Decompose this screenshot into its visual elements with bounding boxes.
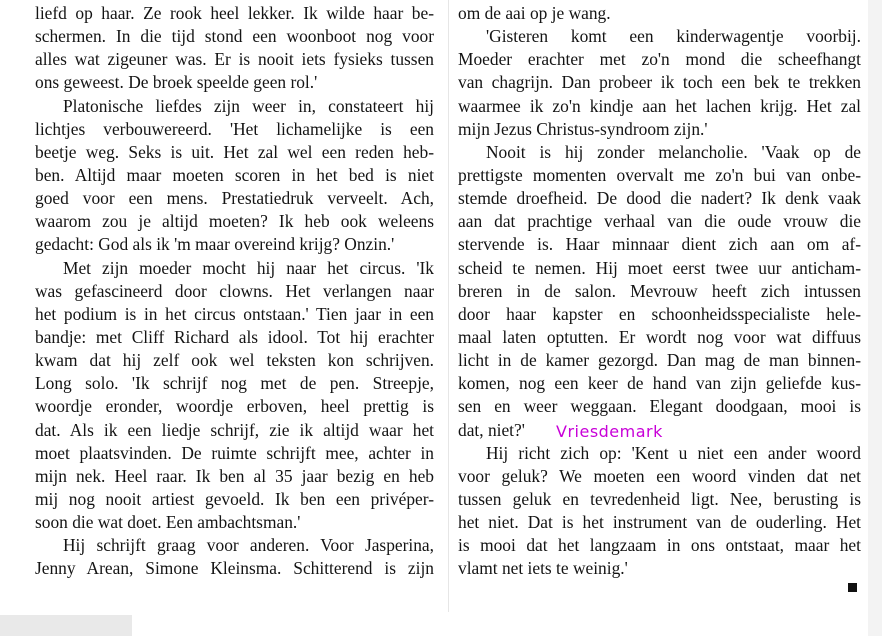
text-line: mijn Jezus Christus-syndroom zijn.' [458, 118, 708, 139]
text-line: vlamt net iets te weinig.' [458, 558, 628, 579]
text-line: lichtjes verbouwereerd. 'Het lichamelijke is een [35, 118, 434, 139]
text-line: van chagrijn. Dan probeer ik toch een bek te trekken [458, 72, 861, 93]
text-line: tussen geluk en tevredenheid ligt. Nee, berusting is [458, 488, 861, 509]
text-line: dat, niet?' [458, 419, 525, 440]
text-line: door haar kapster en schoonheidsspecialiste hele- [458, 303, 861, 324]
text-line: maal laten optutten. Er wordt nog voor wat diffuus [458, 326, 861, 347]
text-line: 'Gisteren komt een kinderwagentje voorbij. [486, 26, 861, 47]
column-divider [448, 0, 449, 612]
text-line: Met zijn moeder mocht hij naar het circus. 'Ik [63, 257, 434, 278]
text-line: aan dat prachtige verhaal van die oude vrouw die [458, 211, 861, 232]
text-line: gedacht: God als ik 'm maar overeind krijg? Onzin.' [35, 234, 395, 255]
text-line: Platonische liefdes zijn weer in, constateert hij [63, 95, 434, 116]
text-line: soon die wat doet. Een ambachtsman.' [35, 512, 301, 533]
text-line: breren in de salon. Mevrouw heeft zich intussen [458, 280, 861, 301]
text-line: bandje: met Cliff Richard als idool. Tot hij erachter [35, 326, 434, 347]
left-text-column [35, 2, 434, 581]
watermark-text: Vriesdemark [556, 422, 663, 441]
text-line: Long solo. 'Ik schrijf nog met de pen. Streepje, [35, 373, 434, 394]
text-line: komen, nog een keer de hand van zijn geliefde kus- [458, 373, 861, 394]
text-line: Hij schrijft graag voor anderen. Voor Jasperina, [63, 535, 434, 556]
text-line: sen en weer weggaan. Elegant doodgaan, mooi is [458, 396, 861, 417]
text-line: het podium is in het circus ontstaan.' Tien jaar in een [35, 303, 434, 324]
text-line: schermen. In die tijd stond een woonboot nog voor [35, 26, 434, 47]
bottom-gray-strip [0, 615, 132, 636]
text-line: was gefascineerd door clowns. Het verlangen naar [35, 280, 434, 301]
text-line: goed voor een mens. Prestatiedruk verveelt. Ach, [35, 188, 434, 209]
text-line: voor geluk? We moeten een woord vinden dat net [458, 465, 861, 486]
text-line: ons geweest. De broek speelde geen rol.' [35, 72, 318, 93]
text-line: ben. Altijd maar moeten scoren in het bed is niet [35, 164, 434, 185]
text-line: mijn nek. Heel raar. Ik ben al 35 jaar bezig en heb [35, 465, 434, 486]
text-line: beetje weg. Seks is uit. Het zal wel een reden heb- [35, 141, 434, 162]
text-line: is mooi dat het langzaam in ons ontstaat, maar het [458, 535, 861, 556]
text-line: stemde droefheid. De dood die nadert? Ik denk vaak [458, 188, 861, 209]
text-line: moet plaatsvinden. De ruimte schrijft mee, achter in [35, 442, 434, 463]
end-of-article-square-icon [848, 583, 857, 592]
right-text-column [458, 2, 861, 581]
text-line: dat. Als ik een liedje schrijf, zie ik altijd waar het [35, 419, 434, 440]
text-line: waarmee ik zo'n kindje aan het lachen krijg. Het zal [458, 95, 861, 116]
text-line: waarom zou je altijd moeten? Ik heb ook weleens [35, 211, 434, 232]
text-line: stervende is. Haar minnaar dient zich aan om af- [458, 234, 861, 255]
text-line: scheid te nemen. Hij moet eerst twee uur anticham- [458, 257, 861, 278]
text-line: Hij richt zich op: 'Kent u niet een ander woord [486, 442, 861, 463]
text-line: Nooit is hij zonder melancholie. 'Vaak op de [486, 141, 861, 162]
text-line: woordje eronder, woordje erboven, heel prettig is [35, 396, 434, 417]
text-line: mij nog nooit artiest gevoeld. Ik ben een privéper- [35, 488, 434, 509]
text-line: licht in de kamer gezorgd. Dan mag de man binnen- [458, 350, 861, 371]
text-line: Moeder erachter met zo'n mond die scheefhangt [458, 49, 861, 70]
text-line: prettigste momenten overvalt me zo'n bui van onbe- [458, 164, 861, 185]
text-line: alles wat zigeuner was. Er is nooit iets fysieks tussen [35, 49, 434, 70]
text-line: kwam dat hij zelf ook wel teksten kon schrijven. [35, 350, 434, 371]
right-margin [868, 0, 882, 636]
text-line: Jenny Arean, Simone Kleinsma. Schitterend is zijn [35, 558, 434, 579]
text-line: het niet. Dat is het instrument van de ouderling. Het [458, 512, 861, 533]
text-line: om de aai op je wang. [458, 3, 611, 23]
text-line: liefd op haar. Ze rook heel lekker. Ik wilde haar be- [35, 3, 434, 23]
